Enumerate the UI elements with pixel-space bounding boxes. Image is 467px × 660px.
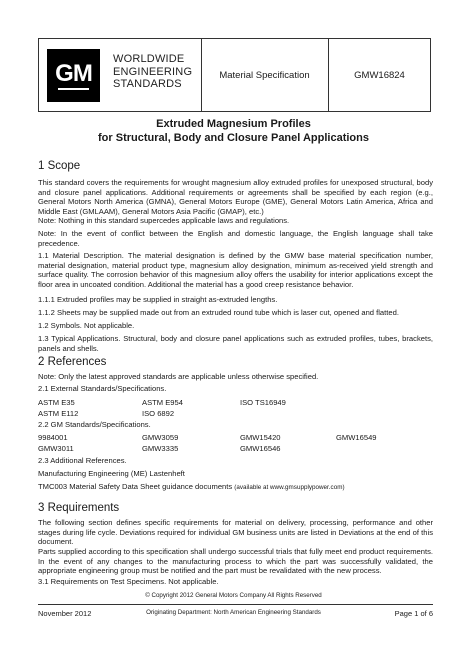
document-type: Material Specification bbox=[219, 69, 310, 81]
section-heading-scope: 1 Scope bbox=[38, 160, 81, 172]
requirements-paragraph-3-1: 3.1 Requirements on Test Specimens. Not applicable. bbox=[38, 577, 219, 586]
header-box bbox=[38, 38, 431, 112]
org-line-1: WORLDWIDE bbox=[113, 53, 185, 65]
ref-item: GMW3059 bbox=[142, 433, 179, 442]
footer-date: November 2012 bbox=[38, 609, 92, 618]
footer-divider bbox=[38, 604, 433, 605]
scope-paragraph-1-3: 1.3 Typical Applications. Structural, body and closure panel applications such as extruded profiles, tubes, brackets, panels and shells. bbox=[38, 334, 433, 353]
ref-item: 9984001 bbox=[38, 433, 68, 442]
scope-paragraph-1-1-1: 1.1.1 Extruded profiles may be supplied in straight as-extruded lengths. bbox=[38, 295, 278, 304]
org-name bbox=[113, 53, 192, 91]
scope-note-2: Note: In the event of conflict between the English and domestic language, the English language shall take precedence. bbox=[38, 229, 433, 248]
document-number: GMW16824 bbox=[354, 69, 405, 81]
external-standards-heading: 2.1 External Standards/Specifications. bbox=[38, 384, 167, 393]
section-heading-references: 2 References bbox=[38, 356, 107, 368]
scope-paragraph-1-2: 1.2 Symbols. Not applicable. bbox=[38, 321, 135, 330]
ref-item: GMW16546 bbox=[240, 444, 281, 453]
scope-paragraph-1-1-2: 1.1.2 Sheets may be supplied made out from an extruded round tube which is laser cut, opened and flatted. bbox=[38, 308, 399, 317]
gm-standards-heading: 2.2 GM Standards/Specifications. bbox=[38, 420, 151, 429]
requirements-paragraph-1: The following section defines specific requirements for material on delivery, processing, performance and other stages during life cycle. Deviations required for individual GM business units are listed in Deviations at the end of this document. bbox=[38, 518, 433, 547]
document-title bbox=[0, 117, 467, 145]
ref-item: ASTM E954 bbox=[142, 398, 183, 407]
scope-paragraph-1: This standard covers the requirements for wrought magnesium alloy extruded profiles for unexposed structural, body and closure panel applications. Additional requirements or agreements shall be specified by each region (e.g., General Motors North America (GMNA), General Motors Europe (GME), General Motors Latin America, Africa and Middle East (GMLAAM), General Motors Asia Pacific (GMAP), etc.) bbox=[38, 178, 433, 216]
ref-item: GMW16549 bbox=[336, 433, 377, 442]
ref-item: ASTM E35 bbox=[38, 398, 75, 407]
ref-item: ASTM E112 bbox=[38, 409, 79, 418]
title-line-1: Extruded Magnesium Profiles bbox=[156, 118, 311, 130]
page-number: Page 1 of 6 bbox=[394, 609, 433, 618]
footer-department: Originating Department: North American Engineering Standards bbox=[146, 609, 321, 616]
ref-item: ISO TS16949 bbox=[240, 398, 286, 407]
gm-logo bbox=[47, 49, 100, 102]
org-line-2: ENGINEERING bbox=[113, 65, 193, 78]
ref-item: ISO 6892 bbox=[142, 409, 175, 418]
references-note: Note: Only the latest approved standards are applicable unless otherwise specified. bbox=[38, 372, 319, 381]
requirements-paragraph-2: Parts supplied according to this specification shall undergo successful trials that fully meet end product requirements. In the event of any changes to the manufacturing process to which the part was successfully validated, the appropriate engineering group must be notified and the part must be revalidated with the new process. bbox=[38, 547, 433, 576]
scope-note-1: Note: Nothing in this standard supercedes applicable laws and regulations. bbox=[38, 216, 290, 225]
org-line-3: STANDARDS bbox=[113, 78, 182, 90]
ref-item: GMW3011 bbox=[38, 444, 74, 453]
logo-text: GM bbox=[55, 59, 92, 87]
scope-paragraph-1-1: 1.1 Material Description. The material designation is defined by the GMW base material specification number, material designation, material product type, magnesium alloy designation, minimum as-received yield strength and surface quality. The corrosion behavior of this magnesium alloy offers the usability for interior applications except the floor area in uncoated condition. Additional the material has a good creep resistance behavior. bbox=[38, 251, 433, 289]
section-heading-requirements: 3 Requirements bbox=[38, 502, 120, 514]
additional-references-heading: 2.3 Additional References. bbox=[38, 456, 127, 465]
additional-reference-2 bbox=[38, 482, 433, 493]
ref-item: GMW3335 bbox=[142, 444, 179, 453]
copyright-notice: © Copyright 2012 General Motors Company All Rights Reserved bbox=[145, 592, 322, 599]
title-line-2: for Structural, Body and Closure Panel Applications bbox=[98, 132, 369, 144]
additional-reference-2-note: (available at www.gmsupplypower.com) bbox=[234, 484, 345, 491]
additional-reference-1: Manufacturing Engineering (ME) Lastenheft bbox=[38, 469, 185, 478]
additional-reference-2-main: TMC003 Material Safety Data Sheet guidance documents bbox=[38, 482, 233, 491]
ref-item: GMW15420 bbox=[240, 433, 281, 442]
